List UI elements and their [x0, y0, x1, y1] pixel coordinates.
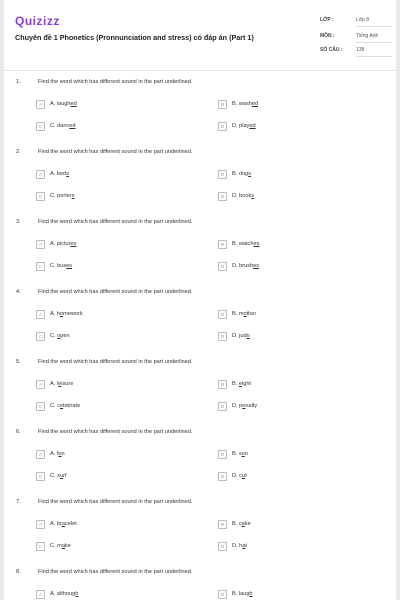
- count-label: SỐ CÂU :: [320, 47, 343, 53]
- option-prefix: B. s: [232, 450, 242, 457]
- question-number: 3.: [16, 219, 21, 225]
- option-prefix: D. brush: [232, 262, 254, 269]
- option-prefix: B. watch: [232, 240, 254, 247]
- option-text: [50, 451, 65, 457]
- option-letter-badge: A: [36, 380, 45, 389]
- option-underlined-part: s: [71, 192, 75, 199]
- answer-option[interactable]: [36, 310, 196, 320]
- option-underlined-part: s: [251, 192, 255, 199]
- option-suffix: ke: [64, 542, 71, 549]
- subject-divider: [356, 42, 392, 43]
- count-divider: [356, 56, 392, 57]
- option-text: [50, 241, 76, 247]
- answer-option[interactable]: [218, 332, 378, 342]
- option-letter-badge: D: [218, 192, 227, 201]
- option-prefix: D. c: [232, 472, 242, 479]
- option-underlined-part: ed: [249, 122, 256, 129]
- option-letter-badge: C: [36, 542, 45, 551]
- answer-option[interactable]: [218, 310, 378, 320]
- option-letter-badge: C: [36, 192, 45, 201]
- option-prefix: D. play: [232, 122, 250, 129]
- option-prefix: A. laugh: [50, 100, 71, 107]
- option-underlined-part: o: [246, 332, 250, 339]
- option-underlined-part: ed: [251, 100, 259, 107]
- option-letter-badge: A: [36, 240, 45, 249]
- option-suffix: n: [244, 450, 248, 457]
- option-letter-badge: A: [36, 520, 45, 529]
- option-text: [232, 591, 253, 597]
- option-suffix: n: [61, 450, 65, 457]
- option-prefix: C.: [50, 332, 58, 339]
- option-letter-badge: B: [218, 520, 227, 529]
- option-suffix: pen: [60, 332, 70, 339]
- option-prefix: A. bed: [50, 170, 67, 177]
- option-prefix: D. p: [232, 402, 243, 409]
- option-underlined-part: ed: [70, 100, 77, 107]
- answer-option[interactable]: [218, 380, 378, 390]
- option-text: [232, 521, 251, 527]
- question-prompt: Find the word which has different sound in the part underlined.: [38, 359, 193, 365]
- option-prefix: B.: [232, 380, 239, 387]
- question-prompt: Find the word which has different sound in the part underlined.: [38, 289, 193, 295]
- option-underlined-part: a: [61, 520, 65, 527]
- answer-option[interactable]: [218, 192, 378, 202]
- answer-option[interactable]: [218, 590, 378, 600]
- worksheet-title: Chuyên đề 1 Phonetics (Pronnunciation and stress) có đáp án (Part 1): [15, 33, 254, 42]
- option-text: [232, 311, 256, 317]
- option-letter-badge: C: [36, 402, 45, 411]
- option-text: [50, 591, 78, 597]
- class-value: Lớp 8: [356, 17, 370, 23]
- option-text: [50, 263, 72, 269]
- option-underlined-part: ed: [69, 122, 76, 129]
- option-prefix: A. althou: [50, 590, 73, 597]
- option-underlined-part: a: [61, 542, 65, 549]
- option-prefix: B. m: [232, 310, 244, 317]
- quizizz-logo: [15, 14, 60, 28]
- option-suffix: ther: [246, 310, 257, 317]
- option-underlined-part: u: [59, 472, 64, 479]
- worksheet-header: [4, 0, 396, 71]
- option-text: [50, 171, 69, 177]
- option-underlined-part: e: [238, 380, 242, 387]
- option-letter-badge: A: [36, 170, 45, 179]
- option-suffix: isure: [61, 380, 74, 387]
- answer-option[interactable]: [218, 472, 378, 482]
- question-prompt: Find the word which has different sound in the part underlined.: [38, 429, 193, 435]
- answer-option[interactable]: [36, 100, 196, 110]
- option-text: [232, 473, 247, 479]
- option-prefix: C. danc: [50, 122, 70, 129]
- answer-option[interactable]: [36, 240, 196, 250]
- question-number: 2.: [16, 149, 21, 155]
- option-suffix: mework: [63, 310, 83, 317]
- option-prefix: A. pictur: [50, 240, 71, 247]
- subject-label: MÔN :: [320, 33, 335, 39]
- option-text: [50, 123, 76, 129]
- option-underlined-part: gh: [246, 590, 253, 597]
- option-text: [232, 381, 251, 387]
- option-text: [232, 123, 256, 129]
- logo-text: Quizizz: [15, 14, 60, 28]
- question-number: 1.: [16, 79, 21, 85]
- answer-option[interactable]: [218, 170, 378, 180]
- answer-option[interactable]: [36, 332, 196, 342]
- question-prompt: Find the word which has different sound in the part underlined.: [38, 499, 193, 505]
- option-letter-badge: B: [218, 100, 227, 109]
- option-underlined-part: o: [57, 332, 61, 339]
- option-letter-badge: C: [36, 122, 45, 131]
- option-letter-badge: B: [218, 450, 227, 459]
- option-prefix: C. s: [50, 472, 60, 479]
- option-letter-badge: B: [218, 240, 227, 249]
- option-prefix: D. book: [232, 192, 252, 199]
- option-prefix: B. lau: [232, 590, 247, 597]
- option-letter-badge: A: [36, 310, 45, 319]
- question-number: 7.: [16, 499, 21, 505]
- option-letter-badge: C: [36, 332, 45, 341]
- option-underlined-part: e: [59, 402, 64, 409]
- answer-option[interactable]: [218, 542, 378, 552]
- option-text: [232, 171, 251, 177]
- option-prefix: A. h: [50, 310, 60, 317]
- answer-option[interactable]: [218, 100, 378, 110]
- option-letter-badge: B: [218, 310, 227, 319]
- option-letter-badge: C: [36, 472, 45, 481]
- option-underlined-part: gh: [72, 590, 79, 597]
- option-prefix: D. jud: [232, 332, 247, 339]
- option-prefix: C. bus: [50, 262, 67, 269]
- option-text: [232, 543, 247, 549]
- answer-option[interactable]: [218, 262, 378, 272]
- question-prompt: Find the word which has different sound in the part underlined.: [38, 219, 193, 225]
- answer-option[interactable]: [36, 520, 196, 530]
- option-underlined-part: u: [58, 450, 62, 457]
- answer-option[interactable]: [218, 402, 378, 412]
- answer-option[interactable]: [36, 192, 196, 202]
- option-letter-badge: B: [218, 380, 227, 389]
- option-text: [232, 193, 254, 199]
- class-label: LỚP :: [320, 17, 334, 23]
- option-letter-badge: D: [218, 332, 227, 341]
- option-text: [232, 451, 248, 457]
- option-text: [232, 241, 259, 247]
- option-text: [50, 521, 77, 527]
- option-text: [50, 543, 71, 549]
- option-prefix: B. dog: [232, 170, 249, 177]
- option-underlined-part: o: [59, 310, 64, 317]
- option-letter-badge: C: [36, 262, 45, 271]
- answer-option[interactable]: [36, 380, 196, 390]
- option-letter-badge: D: [218, 262, 227, 271]
- answer-option[interactable]: [36, 450, 196, 460]
- option-suffix: nalty: [245, 402, 258, 409]
- option-prefix: A. f: [50, 450, 59, 457]
- answer-option[interactable]: [218, 122, 378, 132]
- option-text: [50, 381, 73, 387]
- option-prefix: B. wash: [232, 100, 252, 107]
- question-prompt: Find the word which has different sound in the part underlined.: [38, 149, 193, 155]
- question-number: 8.: [16, 569, 21, 575]
- option-text: [50, 403, 80, 409]
- option-suffix: ight: [241, 380, 251, 387]
- option-underlined-part: s: [66, 170, 69, 177]
- option-underlined-part: es: [253, 262, 260, 269]
- answer-option[interactable]: [218, 520, 378, 530]
- option-suffix: ke: [244, 520, 251, 527]
- option-suffix: celet: [64, 520, 77, 527]
- option-underlined-part: e: [242, 402, 246, 409]
- option-underlined-part: es: [66, 262, 73, 269]
- answer-option[interactable]: [36, 590, 196, 600]
- option-underlined-part: u: [241, 472, 246, 479]
- option-letter-badge: D: [218, 542, 227, 551]
- question-number: 5.: [16, 359, 21, 365]
- answer-option[interactable]: [36, 402, 196, 412]
- option-underlined-part: a: [242, 542, 246, 549]
- answer-option[interactable]: [218, 240, 378, 250]
- option-text: [50, 333, 70, 339]
- option-letter-badge: D: [218, 472, 227, 481]
- option-prefix: B. c: [232, 520, 242, 527]
- option-suffix: lebrate: [63, 402, 81, 409]
- subject-value: Tiếng Anh: [356, 33, 379, 39]
- option-text: [50, 473, 67, 479]
- option-prefix: A. br: [50, 520, 62, 527]
- option-suffix: rf: [63, 472, 67, 479]
- option-suffix: t: [245, 542, 247, 549]
- question-number: 4.: [16, 289, 21, 295]
- option-text: [232, 333, 250, 339]
- option-letter-badge: B: [218, 170, 227, 179]
- option-text: [232, 403, 257, 409]
- option-letter-badge: A: [36, 590, 45, 599]
- option-prefix: C. porter: [50, 192, 72, 199]
- option-underlined-part: e: [58, 380, 62, 387]
- answer-option[interactable]: [36, 542, 196, 552]
- option-letter-badge: B: [218, 590, 227, 599]
- option-prefix: C. c: [50, 402, 60, 409]
- class-divider: [356, 26, 392, 27]
- option-letter-badge: D: [218, 122, 227, 131]
- answer-option[interactable]: [218, 450, 378, 460]
- option-underlined-part: es: [253, 240, 260, 247]
- question-prompt: Find the word which has different sound in the part underlined.: [38, 79, 193, 85]
- answer-option[interactable]: [36, 472, 196, 482]
- option-prefix: A. l: [50, 380, 59, 387]
- count-value: 138: [356, 47, 365, 53]
- option-text: [50, 193, 75, 199]
- option-underlined-part: es: [70, 240, 77, 247]
- answer-option[interactable]: [36, 170, 196, 180]
- option-suffix: t: [245, 472, 247, 479]
- option-text: [232, 263, 259, 269]
- option-text: [232, 101, 258, 107]
- option-underlined-part: s: [248, 170, 251, 177]
- option-text: [50, 311, 83, 317]
- question-number: 6.: [16, 429, 21, 435]
- option-underlined-part: a: [241, 520, 245, 527]
- worksheet-page: [4, 0, 396, 600]
- answer-option[interactable]: [36, 122, 196, 132]
- option-underlined-part: u: [241, 450, 245, 457]
- option-letter-badge: D: [218, 402, 227, 411]
- answer-option[interactable]: [36, 262, 196, 272]
- option-text: [50, 101, 77, 107]
- question-prompt: Find the word which has different sound in the part underlined.: [38, 569, 193, 575]
- option-prefix: C. m: [50, 542, 62, 549]
- option-prefix: D. h: [232, 542, 243, 549]
- option-letter-badge: A: [36, 100, 45, 109]
- option-letter-badge: A: [36, 450, 45, 459]
- option-underlined-part: o: [243, 310, 247, 317]
